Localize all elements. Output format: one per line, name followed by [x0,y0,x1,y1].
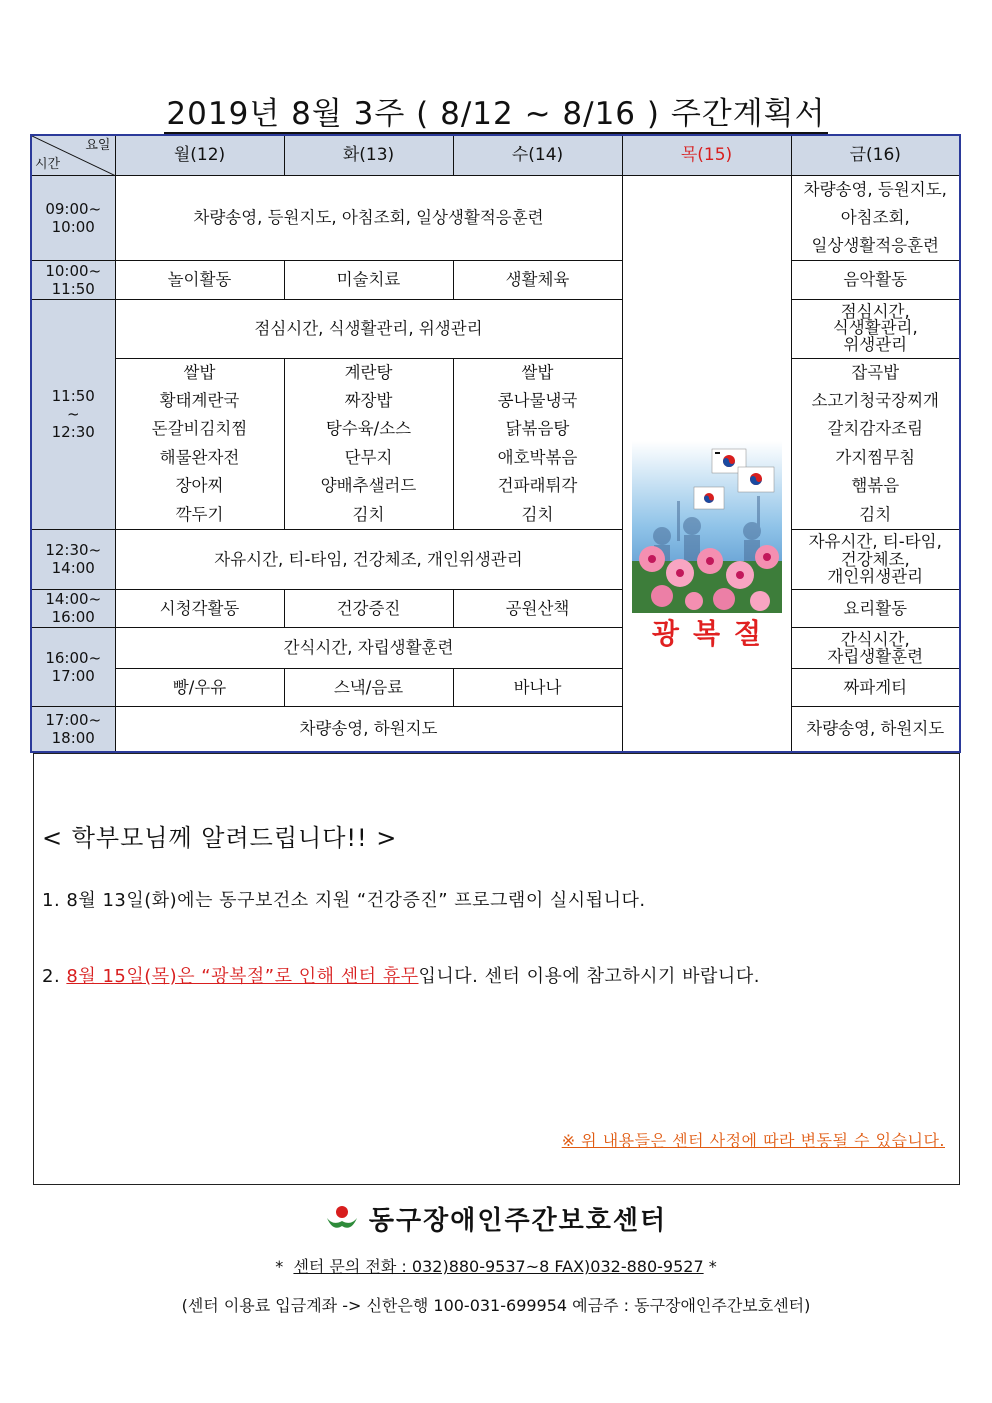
activity-wed: 생활체육 [453,260,622,299]
time-slot-1600: 16:00~ 17:00 [31,627,115,706]
page-title: 2019년 8월 3주 ( 8/12 ~ 8/16 ) 주간계획서 [166,96,826,132]
activity-tue: 미술치료 [284,260,453,299]
day-header-fri: 금(16) [791,135,960,175]
snack-time: 간식시간, 자립생활훈련 [115,627,622,668]
snack-time-fri: 간식시간, 자립생활훈련 [791,627,960,668]
notice-item-1: 1. 8월 13일(화)에는 동구보건소 지원 “건강증진” 프로그램이 실시됩니다. [42,890,646,911]
menu-item: 잡곡밥 [851,362,900,382]
weekly-plan-table [30,134,961,753]
contact-line: * 센터 문의 전화 : 032)880-9537~8 FAX)032-880-9527 * [275,1257,717,1276]
day-header-thu: 목(15) [622,135,791,175]
menu-fri [791,358,960,529]
flag-2 [738,467,774,492]
day-header-wed: 수(14) [453,135,622,175]
lunch-time-fri: 점심시간, 식생활관리, 위생관리 [791,299,960,358]
menu-item: 황태계란국 [159,390,240,410]
notice-footnote: ※ 위 내용들은 센터 사정에 따라 변동될 수 있습니다. [561,1131,945,1150]
notice-item-2: 2. 8월 15일(목)은 “광복절”로 인해 센터 휴무입니다. 센터 이용에 참고하시기 바랍니다. [42,966,760,987]
menu-item: 가지찜무침 [835,447,916,467]
menu-item: 김치 [521,504,554,524]
corner-cell [31,135,115,175]
menu-item: 김치 [352,504,385,524]
notice-title: < 학부모님께 알려드립니다!! > [42,824,398,852]
menu-item: 닭볶음탕 [505,419,570,439]
menu-item: 소고기청국장찌개 [811,390,939,410]
menu-item: 갈치감자조림 [827,419,924,439]
leave-time: 차량송영, 하원지도 [115,706,622,752]
free-time-fri: 자유시간, 티-타임, 건강체조, 개인위생관리 [791,529,960,589]
holiday-notice-highlight: 8월 15일(목)은 “광복절”로 인해 센터 휴무 [66,966,419,987]
menu-item: 애호박볶음 [497,447,578,467]
time-slot-1400: 14:00~ 16:00 [31,589,115,627]
activity-fri: 음악활동 [791,260,960,299]
morning-activity-fri: 차량송영, 등원지도, 아침조회, 일상생활적응훈련 [791,175,960,260]
time-slot-1230: 12:30~ 14:00 [31,529,115,589]
snack-fri: 짜파게티 [791,668,960,706]
holiday-label: 광복절 [651,616,776,650]
menu-item: 햄볶음 [851,476,900,496]
menu-wed [453,358,622,529]
menu-item: 탕수육/소스 [325,419,412,439]
bank-account-info: (센터 이용료 입금계좌 -> 신한은행 100-031-699954 예금주 : 동구장애인주간보호센터) [181,1296,811,1315]
header-row [31,135,960,175]
activity-mon: 놀이활동 [115,260,284,299]
time-slot-0900: 09:00~ 10:00 [31,175,115,260]
time-slot-1000: 10:00~ 11:50 [31,260,115,299]
menu-item: 양배추샐러드 [320,476,417,496]
time-slot-1150: 11:50 ~ 12:30 [31,299,115,529]
afternoon-mon: 시청각활동 [115,589,284,627]
snack-tue: 스낵/음료 [284,668,453,706]
menu-item: 해물완자전 [159,447,240,467]
center-brand [0,1200,992,1238]
menu-item: 쌀밥 [521,362,554,382]
flag-3 [694,487,724,509]
corner-time-label: 시간 [35,156,61,172]
contact-info: 센터 문의 전화 : 032)880-9537~8 FAX)032-880-9527 [293,1257,704,1276]
center-logo-icon [325,1204,359,1234]
day-header-mon: 월(12) [115,135,284,175]
afternoon-tue: 건강증진 [284,589,453,627]
menu-item: 계란탕 [344,362,393,382]
notice-box [33,753,960,1185]
snack-wed: 바나나 [453,668,622,706]
menu-item: 깍두기 [175,504,224,524]
day-header-tue: 화(13) [284,135,453,175]
holiday-cell [622,175,791,752]
afternoon-fri: 요리활동 [791,589,960,627]
free-time: 자유시간, 티-타임, 건강체조, 개인위생관리 [115,529,622,589]
menu-item: 쌀밥 [183,362,216,382]
menu-tue [284,358,453,529]
leave-time-fri: 차량송영, 하원지도 [791,706,960,752]
morning-activity: 차량송영, 등원지도, 아침조회, 일상생활적응훈련 [115,175,622,260]
menu-item: 단무지 [344,447,393,467]
menu-item: 짜장밥 [344,390,393,410]
corner-day-label: 요일 [85,138,111,153]
snack-mon: 빵/우유 [115,668,284,706]
menu-item: 김치 [859,504,892,524]
afternoon-wed: 공원산책 [453,589,622,627]
menu-item: 건파래튀각 [497,476,578,496]
menu-item: 장아찌 [175,476,224,496]
menu-item: 돈갈비김치찜 [151,419,248,439]
menu-item: 콩나물냉국 [497,390,578,410]
flag-flower-illustration [632,441,782,613]
time-slot-1700: 17:00~ 18:00 [31,706,115,752]
lunch-time: 점심시간, 식생활관리, 위생관리 [115,299,622,358]
center-name: 동구장애인주간보호센터 [368,1206,668,1236]
menu-mon [115,358,284,529]
hibiscus-flowers [632,545,782,613]
